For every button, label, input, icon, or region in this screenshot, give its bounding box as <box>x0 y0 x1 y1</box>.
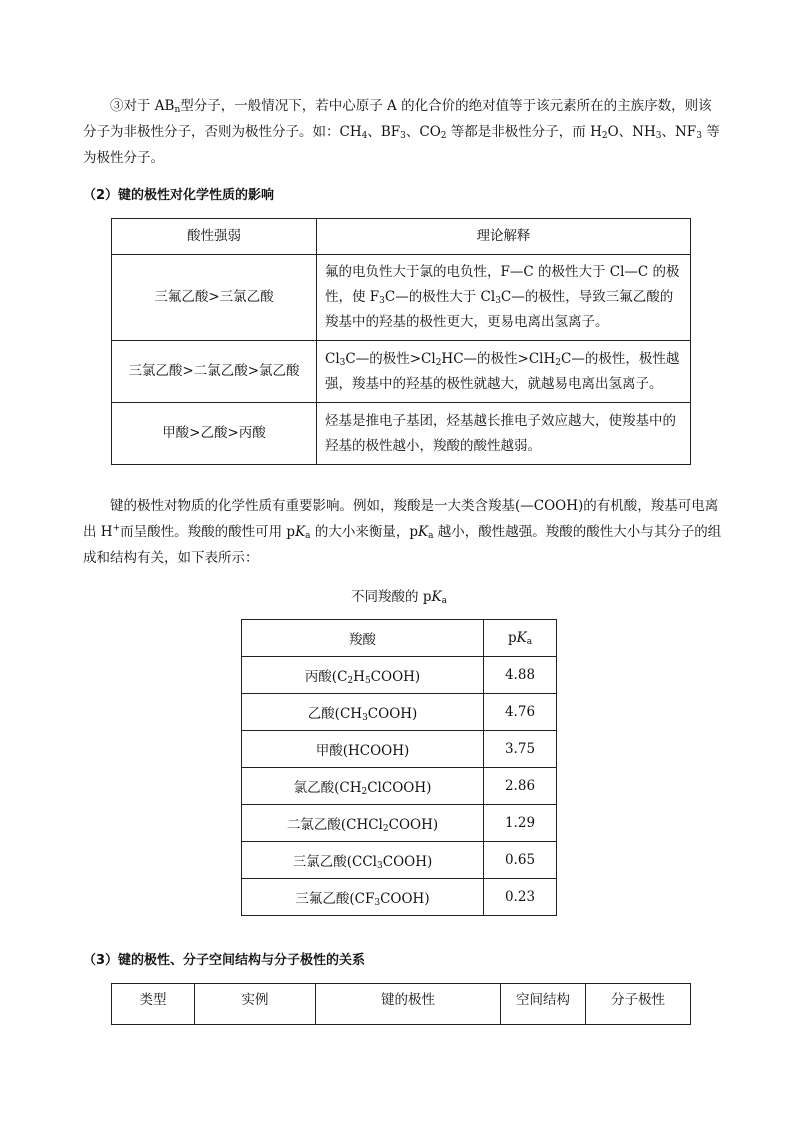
acid-name-cell: 氯乙酸$(CH_2ClCOOH)$ <box>242 768 484 805</box>
table-header-row <box>112 984 691 1025</box>
polarity-relation-table <box>111 983 691 1025</box>
pka-value-cell: 4.76 <box>484 694 557 731</box>
explanation-cell: $Cl_3C—$的极性$>Cl_2HC—$的极性>ClH$_2$C—的极性，极性越强，羧基中的羟基的极性就越大，就越易电离出氢离子。 <box>317 341 691 403</box>
header-example: 实例 <box>195 984 316 1025</box>
acid-name-cell: 乙酸$(CH_3COOH)$ <box>242 694 484 731</box>
pka-value-cell: 1.29 <box>484 805 557 842</box>
explanation-cell: 氟的电负性大于氯的电负性，F—C 的极性大于 Cl—C 的极性，使 $F_3C—$的极性大于 $Cl_3C—$的极性，导致三氟乙酸的羧基中的羟基的极性更大，更易电离出氢离子。 <box>317 255 691 341</box>
pka-value-cell: 2.86 <box>484 768 557 805</box>
intro-paragraph: ③对于 $AB_n$型分子，一般情况下，若中心原子 A 的化合价的绝对值等于该元素所在的主族序数，则该分子为非极性分子，否则为极性分子。如：$CH_4$、$BF_3$、$CO_2$ 等都是非极性分子，而 $H_2O$、$NH_3$、$NF_3$ 等为极性分子。 <box>83 98 720 166</box>
strength-cell: 三氯乙酸>二氯乙酸>氯乙酸 <box>112 341 317 403</box>
table-row <box>242 805 557 842</box>
acid-name-cell: 三氟乙酸$(CF_3COOH)$ <box>242 879 484 916</box>
pka-value-cell: 0.23 <box>484 879 557 916</box>
table-header-row <box>242 620 557 657</box>
table-row <box>242 768 557 805</box>
acid-name-cell: 甲酸(HCOOH) <box>242 731 484 768</box>
header-spatial-structure: 空间结构 <box>501 984 586 1025</box>
pka-value-cell: 0.65 <box>484 842 557 879</box>
explanation-cell: 烃基是推电子基团，烃基越长推电子效应越大，使羧基中的羟基的极性越小，羧酸的酸性越弱。 <box>317 403 691 465</box>
table-row <box>112 255 691 341</box>
table-row <box>242 657 557 694</box>
strength-cell: 三氟乙酸>三氯乙酸 <box>112 255 317 341</box>
table-row <box>242 879 557 916</box>
header-acid-strength: 酸性强弱 <box>112 219 317 255</box>
header-explanation: 理论解释 <box>317 219 691 255</box>
pka-value-cell: 3.75 <box>484 731 557 768</box>
strength-cell: 甲酸>乙酸>丙酸 <box>112 403 317 465</box>
header-molecular-polarity: 分子极性 <box>586 984 691 1025</box>
acid-name-cell: 丙酸$(C_2H_5COOH)$ <box>242 657 484 694</box>
table-row <box>242 694 557 731</box>
acid-name-cell: 三氯乙酸(CCl$_3$COOH) <box>242 842 484 879</box>
pka-value-cell: 4.88 <box>484 657 557 694</box>
table-row <box>112 403 691 465</box>
table-row <box>242 731 557 768</box>
bond-polarity-paragraph: 键的极性对物质的化学性质有重要影响。例如，羧酸是一大类含羧基(—COOH)的有机酸，羧基可电离出 H+而呈酸性。羧酸的酸性可用 $pK_a$ 的大小来衡量，$pK_a$ 越小，酸性越强。羧酸的酸性大小与其分子的组成和结构有关，如下表所示： <box>83 498 722 566</box>
table-header-row <box>112 219 691 255</box>
table-row <box>112 341 691 403</box>
pka-table <box>241 619 557 916</box>
header-carboxylic-acid: 羧酸 <box>242 620 484 657</box>
table-row <box>242 842 557 879</box>
acid-strength-table <box>111 218 691 465</box>
acid-name-cell: 二氯乙酸(CHCl$_2$COOH) <box>242 805 484 842</box>
section-heading-3: （3）键的极性、分子空间结构与分子极性的关系 <box>83 953 366 968</box>
header-type: 类型 <box>112 984 195 1025</box>
section-heading-2: （2）键的极性对化学性质的影响 <box>83 188 275 203</box>
pka-table-caption: 不同羧酸的 $pK_a$ <box>351 589 447 606</box>
header-pka: $pK_a$ <box>484 620 557 657</box>
header-bond-polarity: 键的极性 <box>316 984 501 1025</box>
